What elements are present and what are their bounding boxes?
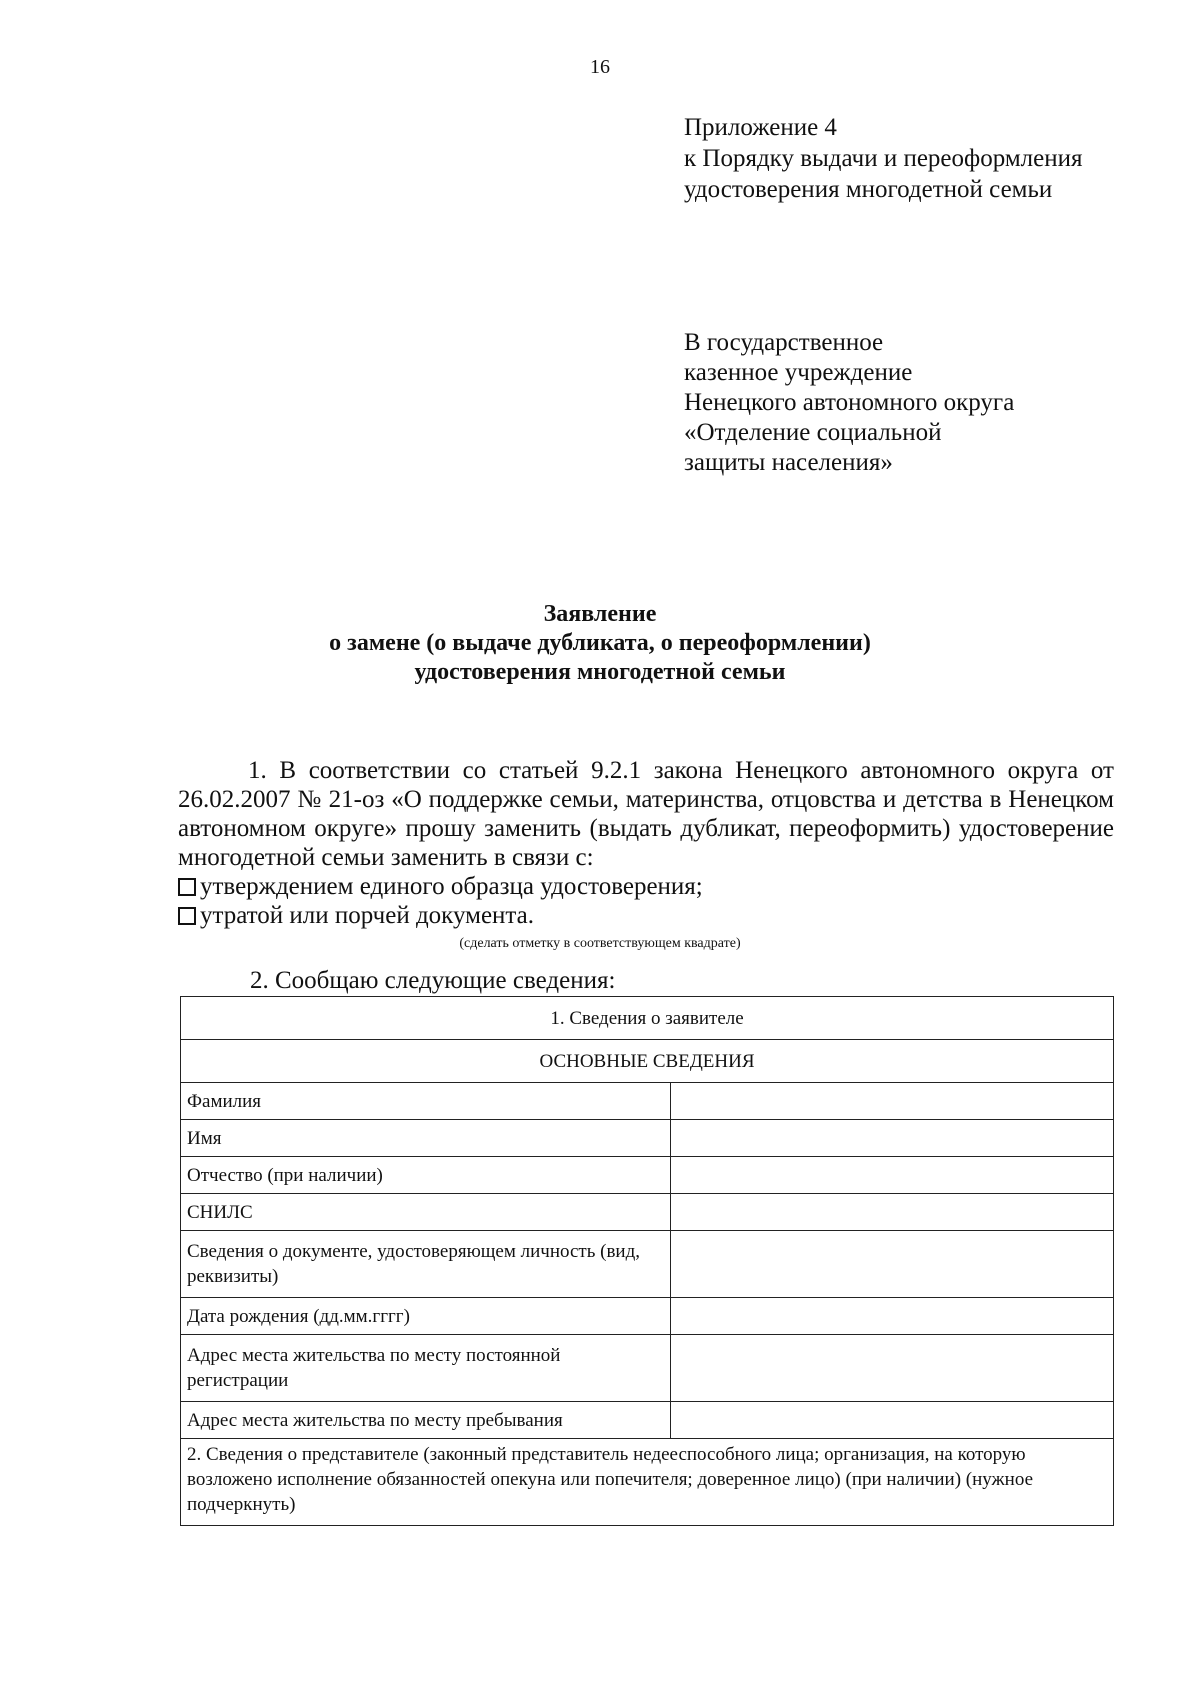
table-row (181, 1231, 1114, 1298)
title-line: Заявление (543, 601, 657, 627)
addressee-block (684, 328, 1014, 478)
appendix-line: к Порядку выдачи и переоформления (684, 145, 1083, 172)
paragraph-1: 1. В соответствии со статьей 9.2.1 закона Ненецкого автономного округа от 26.02.2007 № 21-оз «О поддержке семьи, материнства, отцовства и детства в Ненецком автономном округе» прошу заменить (выдать дубликат, переоформить) удостоверение многодетной семьи заменить в связи с: (178, 757, 1114, 871)
field-label-patronymic: Отчество (при наличии) (181, 1157, 671, 1194)
option-label: утверждением единого образца удостоверения; (200, 873, 703, 900)
section-2-title: 2. Сведения о представителе (законный представитель недееспособного лица; организация, на которую возложено исполнение обязанностей опекуна или попечителя; доверенное лицо) (при наличии) (нужное подчеркнуть) (181, 1439, 1114, 1526)
checkbox-unified-form[interactable] (178, 878, 196, 896)
field-label-name: Имя (181, 1120, 671, 1157)
section-2-heading: 2. Сообщаю следующие сведения: (250, 967, 616, 994)
field-value-name[interactable] (671, 1120, 1114, 1157)
field-label-birth-date: Дата рождения (дд.мм.гггг) (181, 1298, 671, 1335)
options-note: (сделать отметку в соответствующем квадрате) (459, 936, 741, 951)
table-row (181, 1298, 1114, 1335)
applicant-info-table (180, 996, 1114, 1526)
field-label-permanent-address: Адрес места жительства по месту постоянной регистрации (181, 1335, 671, 1402)
table-row (181, 1157, 1114, 1194)
appendix-line: удостоверения многодетной семьи (684, 176, 1053, 203)
document-title (0, 600, 1200, 687)
table-row (181, 1120, 1114, 1157)
field-label-snils: СНИЛС (181, 1194, 671, 1231)
checkbox-lost-damaged[interactable] (178, 907, 196, 925)
field-value-temporary-address[interactable] (671, 1402, 1114, 1439)
field-label-id-document: Сведения о документе, удостоверяющем личность (вид, реквизиты) (181, 1231, 671, 1298)
field-value-patronymic[interactable] (671, 1157, 1114, 1194)
field-label-temporary-address: Адрес места жительства по месту пребывания (181, 1402, 671, 1439)
option-lost-damaged[interactable] (178, 901, 1114, 930)
section-1-title: 1. Сведения о заявителе (181, 997, 1114, 1040)
basic-info-title: ОСНОВНЫЕ СВЕДЕНИЯ (181, 1040, 1114, 1083)
field-value-surname[interactable] (671, 1083, 1114, 1120)
appendix-block (684, 112, 1083, 205)
option-label: утратой или порчей документа. (200, 902, 534, 929)
title-line: удостоверения многодетной семьи (414, 659, 786, 685)
table-row (181, 1335, 1114, 1402)
field-value-id-document[interactable] (671, 1231, 1114, 1298)
field-value-permanent-address[interactable] (671, 1335, 1114, 1402)
table-row (181, 1194, 1114, 1231)
option-unified-form[interactable] (178, 872, 1114, 901)
addressee-line: казенное учреждение (684, 359, 913, 386)
addressee-line: В государственное (684, 329, 884, 356)
field-value-snils[interactable] (671, 1194, 1114, 1231)
table-row (181, 997, 1114, 1040)
table-row (181, 1040, 1114, 1083)
table-row (181, 1402, 1114, 1439)
addressee-line: Ненецкого автономного округа (684, 389, 1015, 416)
title-line: о замене (о выдаче дубликата, о переоформлении) (329, 630, 871, 656)
table-row (181, 1083, 1114, 1120)
addressee-line: защиты населения» (684, 449, 893, 476)
appendix-line: Приложение 4 (684, 114, 837, 141)
page-number: 16 (590, 56, 610, 78)
application-body (178, 756, 1114, 930)
table-row (181, 1439, 1114, 1526)
field-label-surname: Фамилия (181, 1083, 671, 1120)
addressee-line: «Отделение социальной (684, 419, 942, 446)
field-value-birth-date[interactable] (671, 1298, 1114, 1335)
